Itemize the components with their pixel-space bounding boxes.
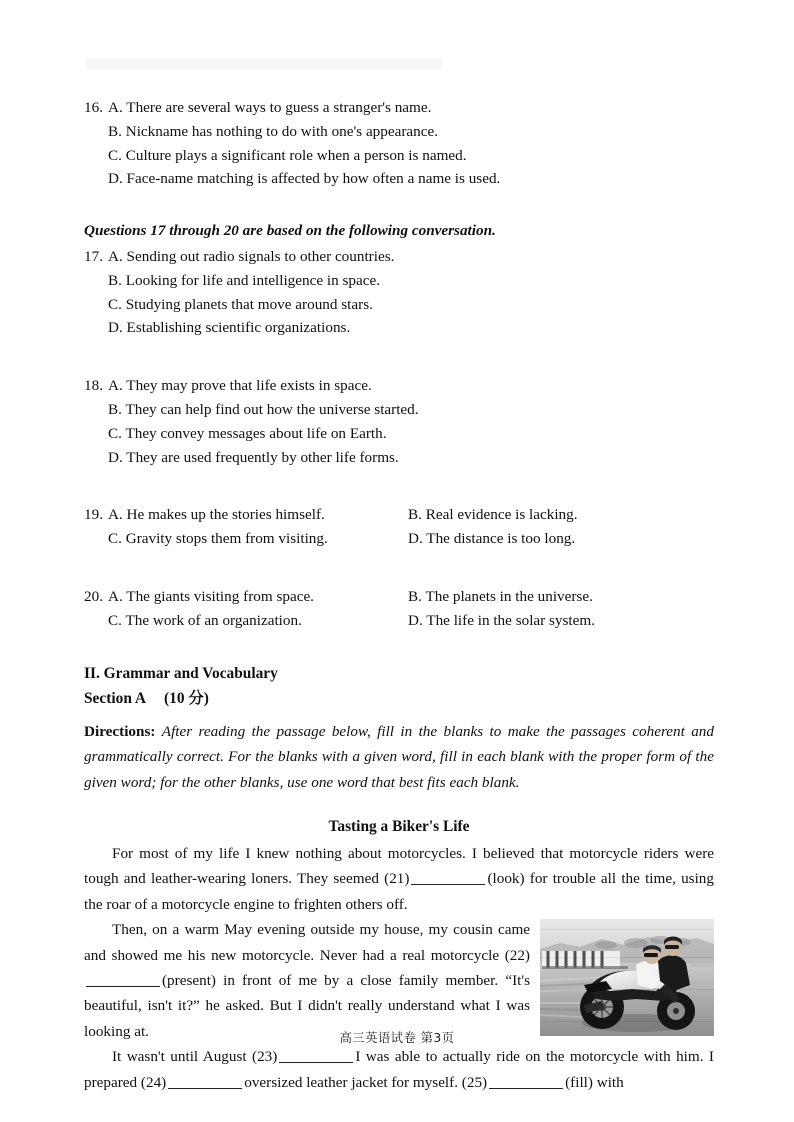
answer-blank-22[interactable] [86,986,160,987]
option-c[interactable]: C. Gravity stops them from visiting. [108,530,328,548]
question-number: 18. [84,377,103,395]
option-b[interactable]: B. Real evidence is lacking. [408,506,578,524]
answer-blank-24[interactable] [168,1088,242,1089]
spacer [84,469,714,503]
passage-paragraph-3 [84,1044,714,1095]
option-c[interactable]: C. They convey messages about life on Earth. [108,424,387,442]
question-row [84,316,714,340]
passage-text: (fill) with [565,1073,624,1091]
question-19 [84,503,714,551]
question-row [84,293,714,317]
question-row [84,144,714,168]
redacted-header-bar [86,58,442,69]
passage-body [84,841,714,1095]
answer-blank-25[interactable] [489,1088,563,1089]
option-d[interactable]: D. The distance is too long. [408,530,576,548]
question-number: 20. [84,587,103,605]
option-c[interactable]: C. Studying planets that move around stars. [108,295,373,313]
option-d[interactable]: D. Establishing scientific organizations. [108,319,351,337]
option-a[interactable]: A. Sending out radio signals to other countries. [108,247,395,265]
question-20 [84,585,714,633]
passage-text: I was able to actually ride on the motorcycle with him. I prepared (24) [84,1048,714,1091]
question-row [84,609,714,633]
question-row [84,245,714,269]
passage-text: For most of my life I knew nothing about motorcycles. I believed that motorcycle riders were tough and leather-wearing loners. They seemed (21) [84,845,714,888]
section-a-label: Section A [84,689,146,707]
option-b[interactable]: B. The planets in the universe. [408,587,593,605]
option-a[interactable]: A. They may prove that life exists in space. [108,377,372,395]
spacer [84,633,714,661]
question-row [84,374,714,398]
page-content [84,96,714,1095]
question-18 [84,374,714,469]
option-d[interactable]: D. They are used frequently by other life forms. [108,448,399,466]
spacer [84,551,714,585]
question-row [84,120,714,144]
option-a[interactable]: A. The giants visiting from space. [108,587,314,605]
spacer [84,191,714,219]
spacer [84,340,714,374]
question-row [84,503,714,527]
section-subheading [84,686,714,711]
directions-body: After reading the passage below, fill in the blanks to make the passages coherent and grammatically correct. For the blanks with a given word, fill in each blank with the proper form of the given word; for the other blanks, use one word that best fits each blank. [84,722,714,791]
motorcycle-photo [540,919,714,1036]
passage-text: (look) for trouble all the time, using the roar of a motorcycle engine to frighten others off. [84,870,714,913]
question-row [84,167,714,191]
question-number: 16. [84,99,103,116]
question-row [84,422,714,446]
directions-paragraph [84,719,714,796]
passage-text: Then, on a warm May evening outside my house, my cousin came and showed me his new motorcycle. Never had a real motorcycle (22) [84,921,530,964]
passage-text: oversized leather jacket for myself. (25) [244,1073,488,1091]
section-score: (10 分) [164,689,209,707]
question-16 [84,96,714,191]
section-heading: II. Grammar and Vocabulary [84,664,278,682]
option-d[interactable]: D. Face-name matching is affected by how often a name is used. [108,170,501,188]
question-number: 19. [84,506,103,524]
answer-blank-21[interactable] [411,884,485,885]
option-a[interactable]: A. He makes up the stories himself. [108,506,325,524]
option-b[interactable]: B. Nickname has nothing to do with one's appearance. [108,122,439,140]
passage-text: (present) in front of me by a close family member. “It's beautiful, isn't it?” he asked. But I didn't really understand what I was looking at. [84,972,530,1040]
question-number: 17. [84,247,103,265]
answer-blank-23[interactable] [279,1062,353,1063]
passage-title: Tasting a Biker's Life [328,818,470,836]
option-b[interactable]: B. Looking for life and intelligence in space. [108,271,381,289]
option-c[interactable]: C. Culture plays a significant role when a person is named. [108,146,467,164]
option-b[interactable]: B. They can help find out how the universe started. [108,400,419,418]
question-row [84,585,714,609]
conversation-lead-in: Questions 17 through 20 are based on the following conversation. [84,222,496,240]
question-row [84,527,714,551]
passage-text: It wasn't until August (23) [112,1048,278,1066]
question-row [84,96,714,120]
option-d[interactable]: D. The life in the solar system. [408,611,595,629]
page-footer: 高三英语试卷 第3页 [339,1030,455,1045]
question-17 [84,245,714,340]
directions-label: Directions: [84,722,156,740]
passage-paragraph-2 [84,917,714,1044]
question-row [84,398,714,422]
question-row [84,269,714,293]
motorcycle-photo-svg [540,919,714,1036]
option-c[interactable]: C. The work of an organization. [108,611,302,629]
passage-paragraph-1 [84,841,714,917]
option-a[interactable]: A. There are several ways to guess a stranger's name. [108,99,432,116]
question-row [84,446,714,470]
